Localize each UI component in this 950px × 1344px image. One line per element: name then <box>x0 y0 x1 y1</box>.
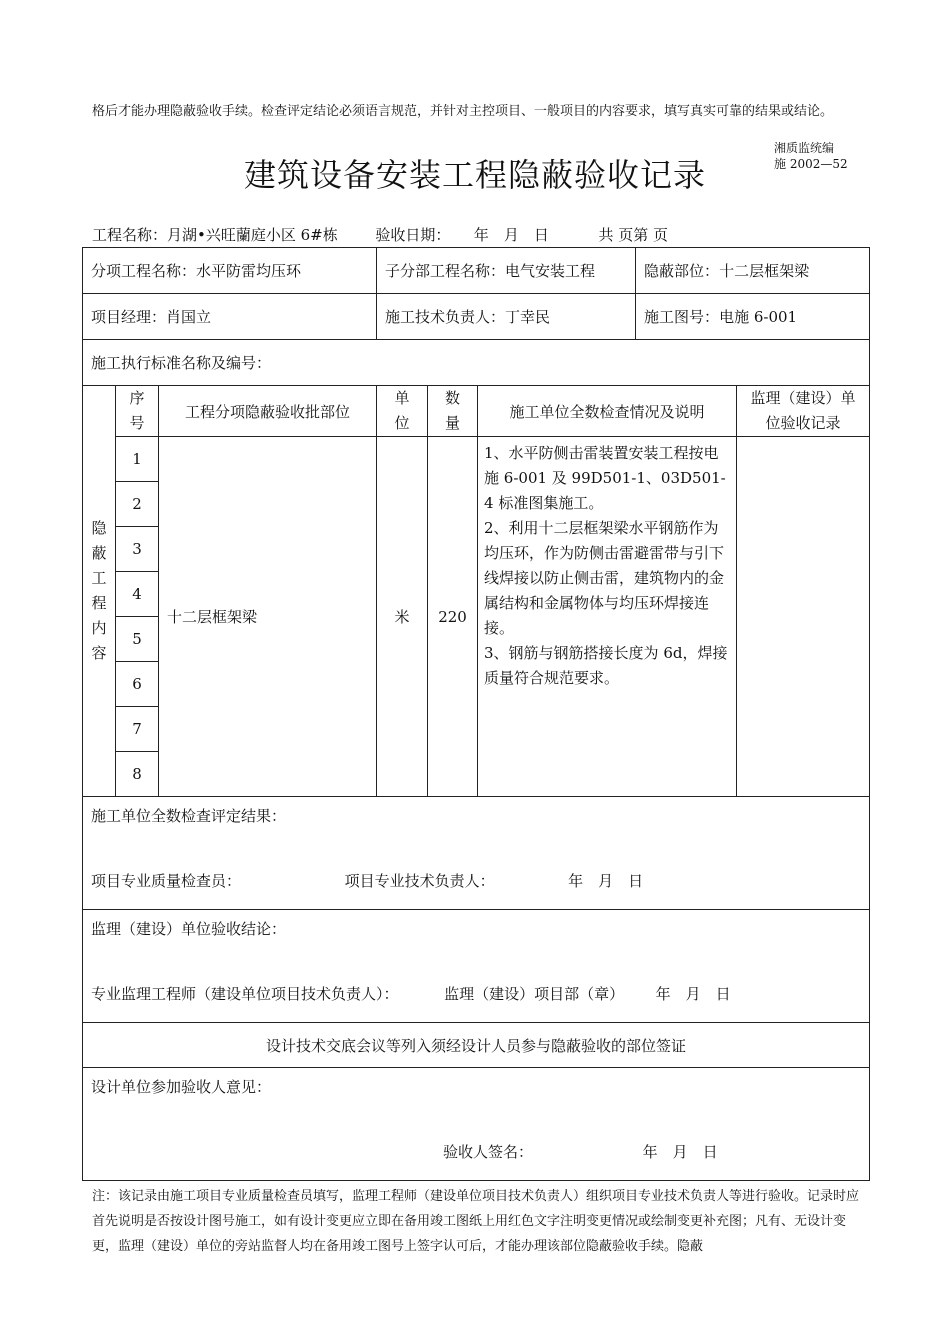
inspection-description <box>478 437 737 797</box>
sub-division-cell <box>377 248 636 294</box>
quality-inspector-label: 项目专业质量检查员： <box>91 872 242 890</box>
design-heading-row <box>83 1023 870 1068</box>
location-cell: 十二层框架梁 <box>159 437 377 797</box>
seq-cell: 1 <box>116 437 159 482</box>
supervision-header-line1: 监理（建设）单 <box>750 389 856 407</box>
seq-cell: 6 <box>116 662 159 707</box>
inspection-header: 施工单位全数检查情况及说明 <box>478 386 737 437</box>
supervision-result-cell <box>83 910 870 1023</box>
qty-header-line1: 数 <box>445 389 461 407</box>
seq-cell: 4 <box>116 572 159 617</box>
top-note: 格后才能办理隐蔽验收手续。检查评定结论必须语言规范，并针对主控项目、一般项目的内容要求，填写真实可靠的结果或结论。 <box>92 104 834 119</box>
seq-cell: 3 <box>116 527 159 572</box>
seq-header-line2: 号 <box>129 414 145 432</box>
info-row-1 <box>83 248 870 294</box>
drawing-label: 施工图号： <box>644 308 720 326</box>
design-opinion-date: 年 月 日 <box>642 1143 718 1161</box>
construction-result-cell <box>83 797 870 910</box>
design-section-heading: 设计技术交底会议等列入须经设计人员参与隐蔽验收的部位签证 <box>83 1023 870 1068</box>
hidden-part-value: 十二层框架梁 <box>719 262 810 280</box>
supervision-header-line2: 位验收记录 <box>765 414 841 432</box>
hidden-content-side-label <box>83 386 116 797</box>
meta-line <box>92 224 668 245</box>
manager-label: 项目经理： <box>91 308 167 326</box>
description-item-2: 2、利用十二层框架梁水平钢筋作为均压环，作为防侧击雷避雷带与引下线焊接以防止侧击雷，建筑物内的金属结构和金属物体与均压环焊接连接。 <box>484 519 725 637</box>
description-item-1: 1、水平防侧击雷装置安装工程按电施 6-001 及 99D501-1、03D501-4 标准图集施工。 <box>484 444 726 512</box>
project-name: 月湖•兴旺蘭庭小区 6#栋 <box>167 226 338 244</box>
hidden-part-cell <box>636 248 870 294</box>
design-opinion-label: 设计单位参加验收人意见： <box>91 1078 272 1096</box>
page-title: 建筑设备安装工程隐蔽验收记录 <box>243 156 706 194</box>
hidden-part-label: 隐蔽部位： <box>644 262 720 280</box>
unit-header <box>377 386 428 437</box>
side-char: 容 <box>91 644 107 662</box>
seq-cell: 8 <box>116 752 159 797</box>
bottom-note: 注：该记录由施工项目专业质量检查员填写，监理工程师（建设单位项目技术负责人）组织项目专业技术负责人等进行验收。记录时应首先说明是否按设计图号施工，如有设计变更应立即在备用竣工图纸上用红色文字注明变更情况或绘制变更补充图；凡有、无设计变更，监理（建设）单位的旁站监督人均在备用竣工图号上签字认可后，才能办理该部位隐蔽验收手续。隐蔽 <box>92 1189 860 1254</box>
info-row-2 <box>83 294 870 340</box>
manager-value: 肖国立 <box>166 308 212 326</box>
tech-lead-label: 施工技术负责人： <box>385 308 506 326</box>
project-label: 工程名称： <box>92 226 168 244</box>
sub-division-value: 电气安装工程 <box>505 262 596 280</box>
drawing-cell <box>636 294 870 340</box>
supervision-record-cell <box>737 437 870 797</box>
supervision-header <box>737 386 870 437</box>
qty-header-line2: 量 <box>445 414 461 432</box>
side-char: 蔽 <box>91 544 107 562</box>
sub-division-label: 子分部工程名称： <box>385 262 506 280</box>
content-row <box>83 437 870 482</box>
description-item-3: 3、钢筋与钢筋搭接长度为 6d，焊接质量符合规范要求。 <box>484 644 728 687</box>
design-opinion-cell <box>83 1068 870 1181</box>
seq-cell: 5 <box>116 617 159 662</box>
supervision-result-date: 年 月 日 <box>655 985 731 1003</box>
qty-header <box>428 386 478 437</box>
qty-cell: 220 <box>428 437 478 797</box>
standard-row <box>83 340 870 386</box>
sub-item-label: 分项工程名称： <box>91 262 197 280</box>
date-value: 年 月 日 <box>473 226 549 244</box>
construction-result-label: 施工单位全数检查评定结果： <box>91 807 287 825</box>
construction-result-row <box>83 797 870 910</box>
supervision-dept-label: 监理（建设）项目部（章） <box>444 985 625 1003</box>
side-char: 工 <box>91 569 107 587</box>
side-char: 程 <box>91 594 107 612</box>
side-char: 内 <box>91 619 107 637</box>
content-header-row <box>83 386 870 437</box>
supervision-result-row <box>83 910 870 1023</box>
supervision-result-label: 监理（建设）单位验收结论： <box>91 920 287 938</box>
seq-cell: 2 <box>116 482 159 527</box>
construction-result-date: 年 月 日 <box>568 872 644 890</box>
project-tech-lead-label: 项目专业技术负责人： <box>344 872 495 890</box>
location-header: 工程分项隐蔽验收批部位 <box>159 386 377 437</box>
tech-lead-value: 丁幸民 <box>505 308 551 326</box>
date-label: 验收日期： <box>375 226 451 244</box>
standard-label: 施工执行标准名称及编号： <box>83 340 870 386</box>
reference-code-line2: 施 2002—52 <box>774 157 848 171</box>
seq-header <box>116 386 159 437</box>
seq-header-line1: 序 <box>129 389 145 407</box>
inspection-record-table <box>82 247 870 1181</box>
reference-code-line1: 湘质监统编 <box>774 141 835 155</box>
seq-cell: 7 <box>116 707 159 752</box>
sub-item-cell <box>83 248 377 294</box>
side-char: 隐 <box>91 519 107 537</box>
design-signature-label: 验收人签名： <box>443 1143 534 1161</box>
unit-cell: 米 <box>377 437 428 797</box>
drawing-value: 电施 6-001 <box>719 308 798 326</box>
design-opinion-row <box>83 1068 870 1181</box>
unit-header-line1: 单 <box>394 389 410 407</box>
unit-header-line2: 位 <box>394 414 410 432</box>
sub-item-value: 水平防雷均压环 <box>196 262 302 280</box>
tech-lead-cell <box>377 294 636 340</box>
supervision-engineer-label: 专业监理工程师（建设单位项目技术负责人）： <box>91 985 399 1003</box>
manager-cell <box>83 294 377 340</box>
page-count: 共 页第 页 <box>598 226 669 244</box>
